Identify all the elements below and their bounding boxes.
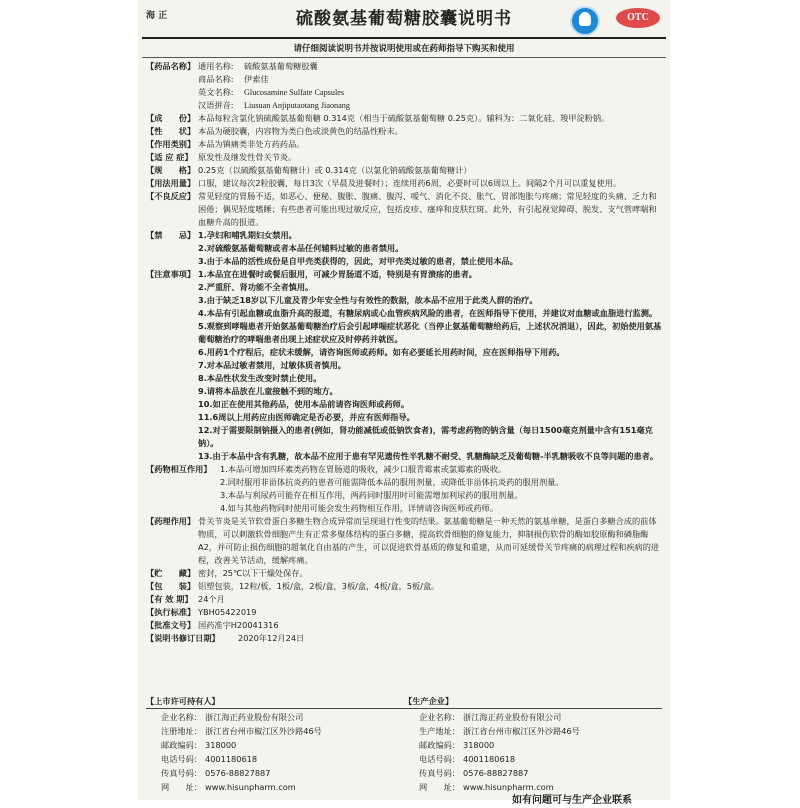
section-interactions xyxy=(146,463,662,515)
list-item: 1.本品可增加四环素类药物在胃肠道的吸收，减少口服青霉素或氯霉素的吸收。 xyxy=(220,464,507,474)
list-item: 注册地址： 浙江省台州市椒江区外沙路46号 xyxy=(161,726,322,736)
section-label: 【作用类别】 xyxy=(146,139,196,149)
section-description xyxy=(146,125,662,138)
section-dosage xyxy=(146,177,662,190)
section-label: 【贮 藏】 xyxy=(146,568,196,578)
section-adverse-reactions xyxy=(146,190,662,229)
section-text: 密封，25℃以下干燥处保存。 xyxy=(198,568,308,578)
list-item: 12.对于需要限制钠摄入的患者(例如，肾功能减低或低钠饮食者)，需考虑药物的钠含量（每日1500毫克剂量中含有151毫克钠）。 xyxy=(198,425,653,448)
list-item: 网 址： www.hisunpharm.com xyxy=(419,782,554,792)
document-title: 硫酸氨基葡萄糖胶囊说明书 xyxy=(296,9,512,29)
list-item: 电话号码： 4001180618 xyxy=(161,754,258,764)
list-item: 企业名称： 浙江海正药业股份有限公司 xyxy=(419,712,562,722)
list-item: 11.6周以上用药应由医师确定是否必要，并应有医师指导。 xyxy=(198,412,415,422)
section-precautions xyxy=(146,268,662,463)
mah-column xyxy=(146,694,404,794)
section-approval xyxy=(146,619,662,632)
leaflet-body xyxy=(146,60,662,645)
list-item: 1.本品宜在进餐时或餐后服用，可减少胃肠道不适，特别是有胃溃疡的患者。 xyxy=(198,269,477,279)
company-columns xyxy=(146,694,662,794)
precaution-list xyxy=(198,268,662,463)
list-item: 5.观察到哮喘患者开始氨基葡萄糖治疗后会引起哮喘症状恶化（当停止氨基葡萄糖给药后，上述状况消退），因此，初始使用氨基葡萄糖治疗的哮喘患者出现上述症状应及时停药并就医。 xyxy=(198,321,662,344)
nonprescription-logo-icon xyxy=(570,6,600,36)
list-item: 2.对硫酸氨基葡萄糖或者本品任何辅料过敏的患者禁用。 xyxy=(198,243,404,253)
section-label: 【执行标准】 xyxy=(146,607,196,617)
list-item: 传真号码： 0576-88827887 xyxy=(161,768,271,778)
list-item: 电话号码： 4001180618 xyxy=(419,754,516,764)
company-info xyxy=(146,694,662,808)
otc-badge: OTC xyxy=(616,8,660,28)
section-text: 本品为镇痛类非处方药药品。 xyxy=(198,139,305,149)
section-label: 【禁 忌】 xyxy=(146,230,196,240)
section-validity xyxy=(146,593,662,606)
section-label: 【注意事项】 xyxy=(146,269,196,279)
list-item: 3.由于缺乏18岁以下儿童及青少年安全性与有效性的数据，故本品不应用于此类人群的治疗。 xyxy=(198,295,538,305)
section-label: 【适 应 症】 xyxy=(146,152,193,162)
section-standard xyxy=(146,606,662,619)
interaction-list xyxy=(220,463,662,515)
section-label: 【规 格】 xyxy=(146,165,196,175)
list-item: 3.本品与利尿药可能存在相互作用，两药同时服用时可能需增加利尿药的服用剂量。 xyxy=(220,490,523,500)
list-item: 6.用药1个疗程后，症状未缓解，请咨询医师或药师。如有必要延长用药时间，应在医师指导下用药。 xyxy=(198,347,565,357)
leaflet-page xyxy=(138,0,670,806)
list-item: 13.由于本品中含有乳糖，故本品不应用于患有罕见遗传性半乳糖不耐受、乳糖酶缺乏及葡萄糖-半乳糖吸收不良等问题的患者。 xyxy=(198,451,659,461)
section-label: 【批准文号】 xyxy=(146,620,196,630)
section-drug-name xyxy=(146,60,662,112)
section-label: 【性 状】 xyxy=(146,126,196,136)
section-contraindications xyxy=(146,229,662,268)
list-item: 4.本品有引起血糖或血脂升高的报道，有糖尿病或心血管疾病风险的患者，在医师指导下使用，并建议对血糖或血脂进行监测。 xyxy=(198,308,658,318)
section-indications xyxy=(146,151,662,164)
list-item: 邮政编码： 318000 xyxy=(419,740,495,750)
list-item: 汉语拼音: Liusuan Anjiputaotang Jiaonang xyxy=(198,100,350,110)
section-revision-date xyxy=(146,632,662,645)
drug-name-list xyxy=(198,60,662,112)
section-text: 铝塑包装，12粒/板，1板/盒，2板/盒，3板/盒，4板/盒，5板/盒。 xyxy=(198,581,440,591)
section-text: 骨关节炎是关节软骨蛋白多糖生物合成异常而呈现退行性变的结果。氨基葡萄糖是一种天然的氨基单糖，是蛋白多糖合成的前体物质，可以刺激软骨细胞产生有正常多聚体结构的蛋白多糖，提高软骨细胞的修复能力，抑制损伤软骨的酶如胶原酶和磷脂酶A2，并可防止损伤细胞的超氧化自由基的产生，可以促进软骨基质的修复和重建，从而可延缓骨关节疼痛的病理过程和疾病的进程，改善关节活动，缓解疼痛。 xyxy=(198,516,660,565)
section-storage xyxy=(146,567,662,580)
list-item: 9.请将本品放在儿童接触不到的地方。 xyxy=(198,386,338,396)
mah-heading: 【上市许可持有人】 xyxy=(146,694,404,709)
list-item: 通用名称: 硫酸氨基葡萄糖胶囊 xyxy=(198,61,318,71)
section-composition xyxy=(146,112,662,125)
list-item: 4.如与其他药物同时使用可能会发生药物相互作用，详情请咨询医师或药师。 xyxy=(220,503,499,513)
section-label: 【药理作用】 xyxy=(146,516,196,526)
section-pharmacology xyxy=(146,515,662,567)
document-subtitle: 请仔细阅读说明书并按说明使用或在药师指导下购买和使用 xyxy=(293,44,515,54)
section-text: 原发性及继发性骨关节炎。 xyxy=(198,152,297,162)
section-label: 【说明书修订日期】 xyxy=(146,633,220,643)
section-label: 【成 份】 xyxy=(146,113,196,123)
list-item: 商品名称: 伊索佳 xyxy=(198,74,269,84)
section-text: YBH05422019 xyxy=(198,607,257,617)
section-text: 24个月 xyxy=(198,594,225,604)
list-item: 英文名称: Glucosamine Sulfate Capsules xyxy=(198,87,345,97)
list-item: 生产地址： 浙江省台州市椒江区外沙路46号 xyxy=(419,726,580,736)
contact-note: 如有问题可与生产企业联系 xyxy=(512,795,632,806)
section-label: 【药品名称】 xyxy=(146,61,196,71)
list-item: 2.同时服用非甾体抗炎药的患者可能需降低本品的服用剂量，或降低非甾体抗炎药的服用剂量。 xyxy=(220,477,564,487)
manufacturer-heading: 【生产企业】 xyxy=(404,694,662,709)
section-label: 【药物相互作用】 xyxy=(146,464,212,474)
list-item: 8.本品性状发生改变时禁止使用。 xyxy=(198,373,322,383)
list-item: 3.由于本品的活性成份是自甲壳类获得的，因此，对甲壳类过敏的患者，禁止使用本品。 xyxy=(198,256,518,266)
list-item: 10.如正在使用其他药品，使用本品前请咨询医师或药师。 xyxy=(198,399,410,409)
brand-mark: 海 正 xyxy=(146,11,168,21)
section-category xyxy=(146,138,662,151)
section-package xyxy=(146,580,662,593)
section-text: 口服，建议每次2粒胶囊，每日3次（早晨及进餐时）；连续用药6周，必要时可以6周以上。间隔2个月可以重复使用。 xyxy=(198,178,622,188)
section-text: 0.25克（以硫酸氨基葡萄糖计）或 0.314克（以氯化钠硫酸氨基葡萄糖计） xyxy=(198,165,472,175)
section-text: 本品为硬胶囊，内容物为类白色或淡黄色的结晶性粉末。 xyxy=(198,126,403,136)
section-text: 本品每粒含氯化钠硫酸氨基葡萄糖 0.314克（相当于硫酸氨基葡萄糖 0.25克）。辅料为：二氧化硅、羧甲淀粉钠。 xyxy=(198,113,610,123)
section-label: 【有 效 期】 xyxy=(146,594,193,604)
section-specification xyxy=(146,164,662,177)
list-item: 传真号码： 0576-88827887 xyxy=(419,768,529,778)
list-item: 企业名称： 浙江海正药业股份有限公司 xyxy=(161,712,304,722)
title-divider xyxy=(142,37,666,39)
section-text: 国药准字H20041316 xyxy=(198,620,279,630)
section-label: 【包 装】 xyxy=(146,581,196,591)
section-text: 常见轻度的胃肠不适，如恶心、便秘、腹胀、腹痛、腹泻、嗳气、消化不良、胀气、胃部饱胀与疼痛；常见轻度的头痛、乏力和困倦；偶见轻度嗜睡；有些患者可能出现过敏反应，包括皮疹、瘙痒和皮肤红斑。此外，有引起视觉障碍、脱发、支气管哮喘和血糖升高的报道。 xyxy=(198,191,657,227)
section-text: 2020年12月24日 xyxy=(238,633,305,643)
manufacturer-column xyxy=(404,694,662,794)
list-item: 邮政编码： 318000 xyxy=(161,740,237,750)
list-item: 7.对本品过敏者禁用，过敏体质者慎用。 xyxy=(198,360,346,370)
section-label: 【不良反应】 xyxy=(146,191,196,201)
subtitle-divider xyxy=(142,57,666,58)
section-label: 【用法用量】 xyxy=(146,178,196,188)
list-item: 2.严重肝、肾功能不全者慎用。 xyxy=(198,282,314,292)
list-item: 1.孕妇和哺乳期妇女禁用。 xyxy=(198,230,297,240)
list-item: 网 址： www.hisunpharm.com xyxy=(161,782,296,792)
contraindication-list xyxy=(198,229,662,268)
